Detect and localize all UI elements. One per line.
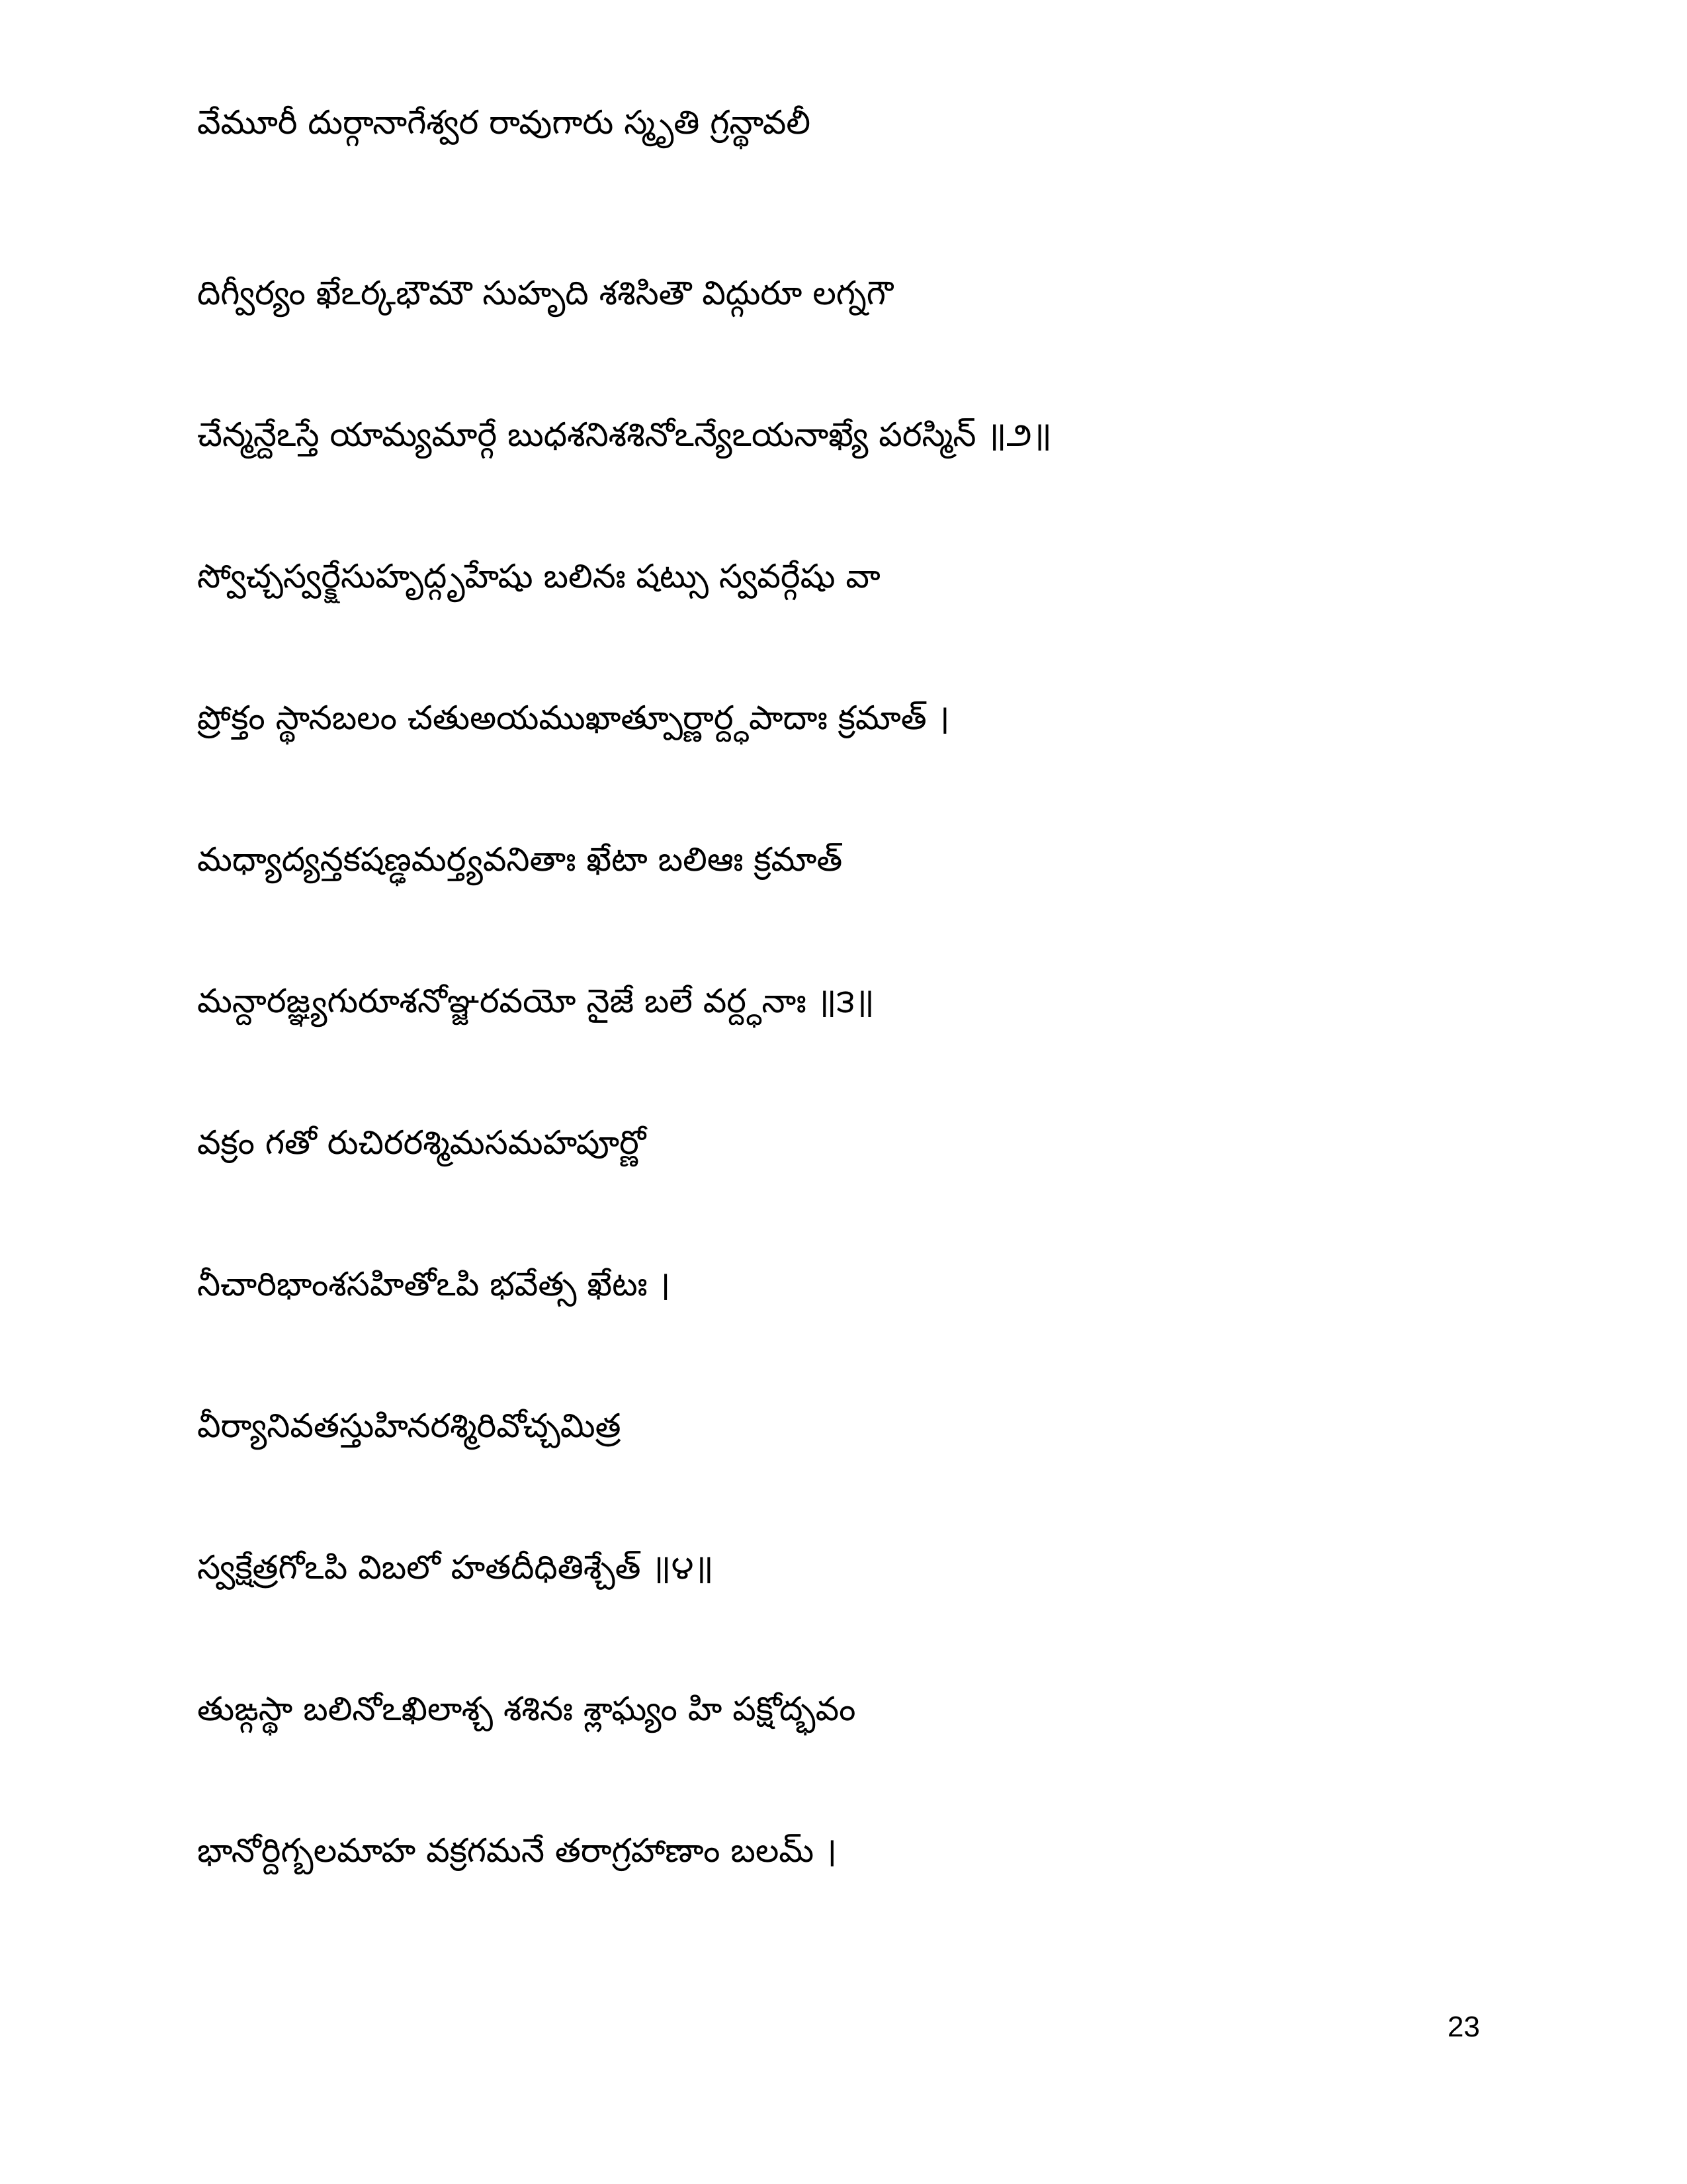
verse-line: దిగ్వీర్యం ఖేఽర్కభౌమౌ సుహృది శశిసితౌ విద్గురూ లగ్నగౌ [197, 274, 894, 312]
verse-line: మన్దారజ్ఞ్యగురూశనోఞ్జరవయో నైజే బలే వర్ద్ధనాః ॥౩॥ [197, 982, 875, 1020]
verse-line: మధ్యాద్యన్తకషణ్ఢమర్త్యవనితాః ఖేటా బలిఆః క్రమాత్ [197, 840, 843, 879]
page-header: వేమూరీ దుర్గానాగేశ్వర రావుగారు స్మృతి గ్రన్థావలీ [197, 103, 810, 142]
page-number: 23 [1448, 2011, 1480, 2043]
verse-line: చేన్మన్దేఽస్తే యామ్యమార్గే బుధశనిశశినోఽన్యేఽయనాఖ్యే పరస్మిన్ ॥౨॥ [197, 415, 1052, 454]
verse-line: వీర్యానివతస్తుహినరశ్మిరివోచ్చమిత్ర [197, 1407, 621, 1445]
verse-line: తుఙ్గస్థా బలినోఽఖిలాశ్చ శశినః శ్లాఘ్యం హి పక్షోద్భవం [197, 1690, 856, 1728]
verse-line: ప్రోక్తం స్థానబలం చతుఅయముఖాత్పూర్ణార్ద్ధపాదాః క్రమాత్ । [197, 699, 950, 737]
verse-line: నీచారిభాంశసహితోఽపి భవేత్స ఖేటః । [197, 1265, 671, 1303]
verse-line: స్వోచ్చస్వర్క్షేసుహృద్గృహేషు బలినః షట్సు స్వవర్గేషు వా [197, 557, 881, 595]
verse-line: స్వక్షేత్రగోఽపి విబలో హతదీధితిశ్చేత్ ॥౪॥ [197, 1548, 714, 1587]
verse-line: భానోర్దిగ్బలమాహ వక్రగమనే తరాగ్రహాణాం బలమ్ । [197, 1831, 838, 1870]
verse-line: వక్రం గతో రుచిరరశ్మిమసమహపూర్ణో [197, 1123, 646, 1162]
verse-list [197, 257, 1052, 1956]
